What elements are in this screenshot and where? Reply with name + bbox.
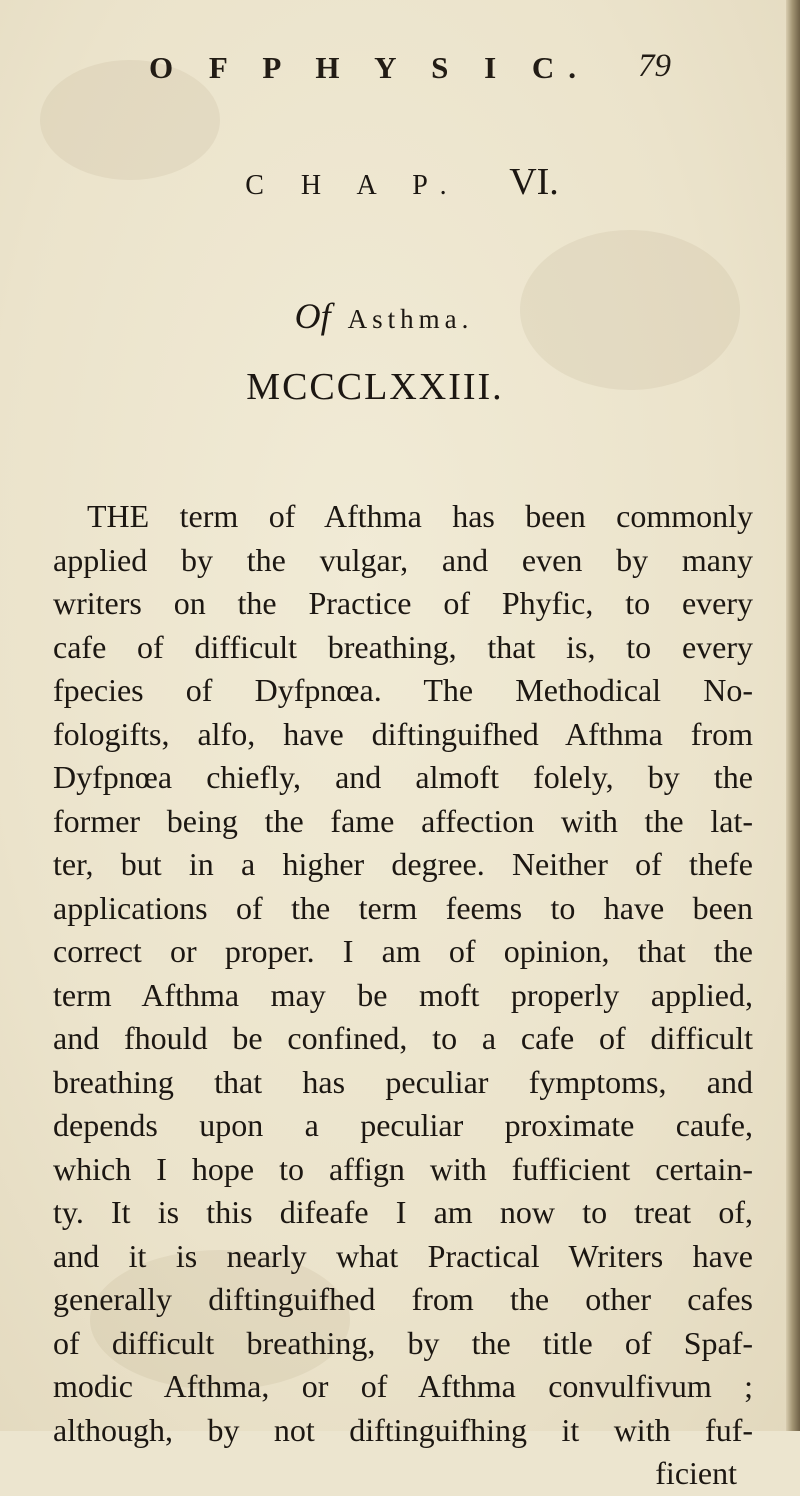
text-line: fpecies of Dyfpnœa. The Methodical No- xyxy=(53,672,753,708)
text-line: cafe of difficult breathing, that is, to every xyxy=(53,628,753,665)
body-paragraph xyxy=(53,495,753,1496)
text-line: generally diftinguifhed from the other cafes xyxy=(53,1281,753,1317)
subject-topic: Asthma. xyxy=(347,304,474,334)
chapter-heading xyxy=(0,160,800,204)
text-line: ty. It is this difeafe I am now to treat of, xyxy=(53,1194,753,1230)
text-line: and it is nearly what Practical Writers have xyxy=(53,1237,753,1274)
text-line: applied by the vulgar, and even by many xyxy=(53,541,753,578)
running-title: O F P H Y S I C. xyxy=(149,50,591,85)
chapter-number: VI. xyxy=(509,161,559,203)
page-edge-shadow xyxy=(786,0,800,1431)
catchword: ficient xyxy=(655,1455,737,1491)
running-head xyxy=(0,42,800,94)
text-line: writers on the Practice of Phyfic, to every xyxy=(53,585,753,621)
chapter-label: C H A P. xyxy=(245,170,462,201)
chapter-subject xyxy=(0,295,784,337)
text-line: which I hope to affign with fufficient certain- xyxy=(53,1150,753,1187)
text-line: breathing that has peculiar fymptoms, and xyxy=(53,1063,753,1100)
text-line: modic Afthma, or of Afthma convulfivum ; xyxy=(53,1368,753,1404)
text-line: of difficult breathing, by the title of Spaf- xyxy=(53,1324,753,1361)
text-line: term Afthma may be moft properly applied, xyxy=(53,976,753,1013)
text-line: former being the fame affection with the lat- xyxy=(53,802,753,839)
text-line: correct or proper. I am of opinion, that the xyxy=(53,933,753,969)
text-line: THE term of Afthma has been commonly xyxy=(87,498,753,534)
text-line: Dyfpnœa chiefly, and almoft folely, by the xyxy=(53,759,753,795)
page-number: 79 xyxy=(638,48,671,84)
text-line: and fhould be confined, to a cafe of difficult xyxy=(53,1020,753,1056)
text-line: depends upon a peculiar proximate caufe, xyxy=(53,1107,753,1143)
text-line: although, by not diftinguifhing it with fuf- xyxy=(53,1411,753,1448)
subject-prefix: Of xyxy=(294,296,331,336)
text-line: applications of the term feems to have been xyxy=(53,889,753,926)
text-line: fologifts, alfo, have diftinguifhed Afthma from xyxy=(53,715,753,752)
section-number: MCCCLXXIII. xyxy=(246,366,504,408)
text-line: ter, but in a higher degree. Neither of thefe xyxy=(53,846,753,882)
